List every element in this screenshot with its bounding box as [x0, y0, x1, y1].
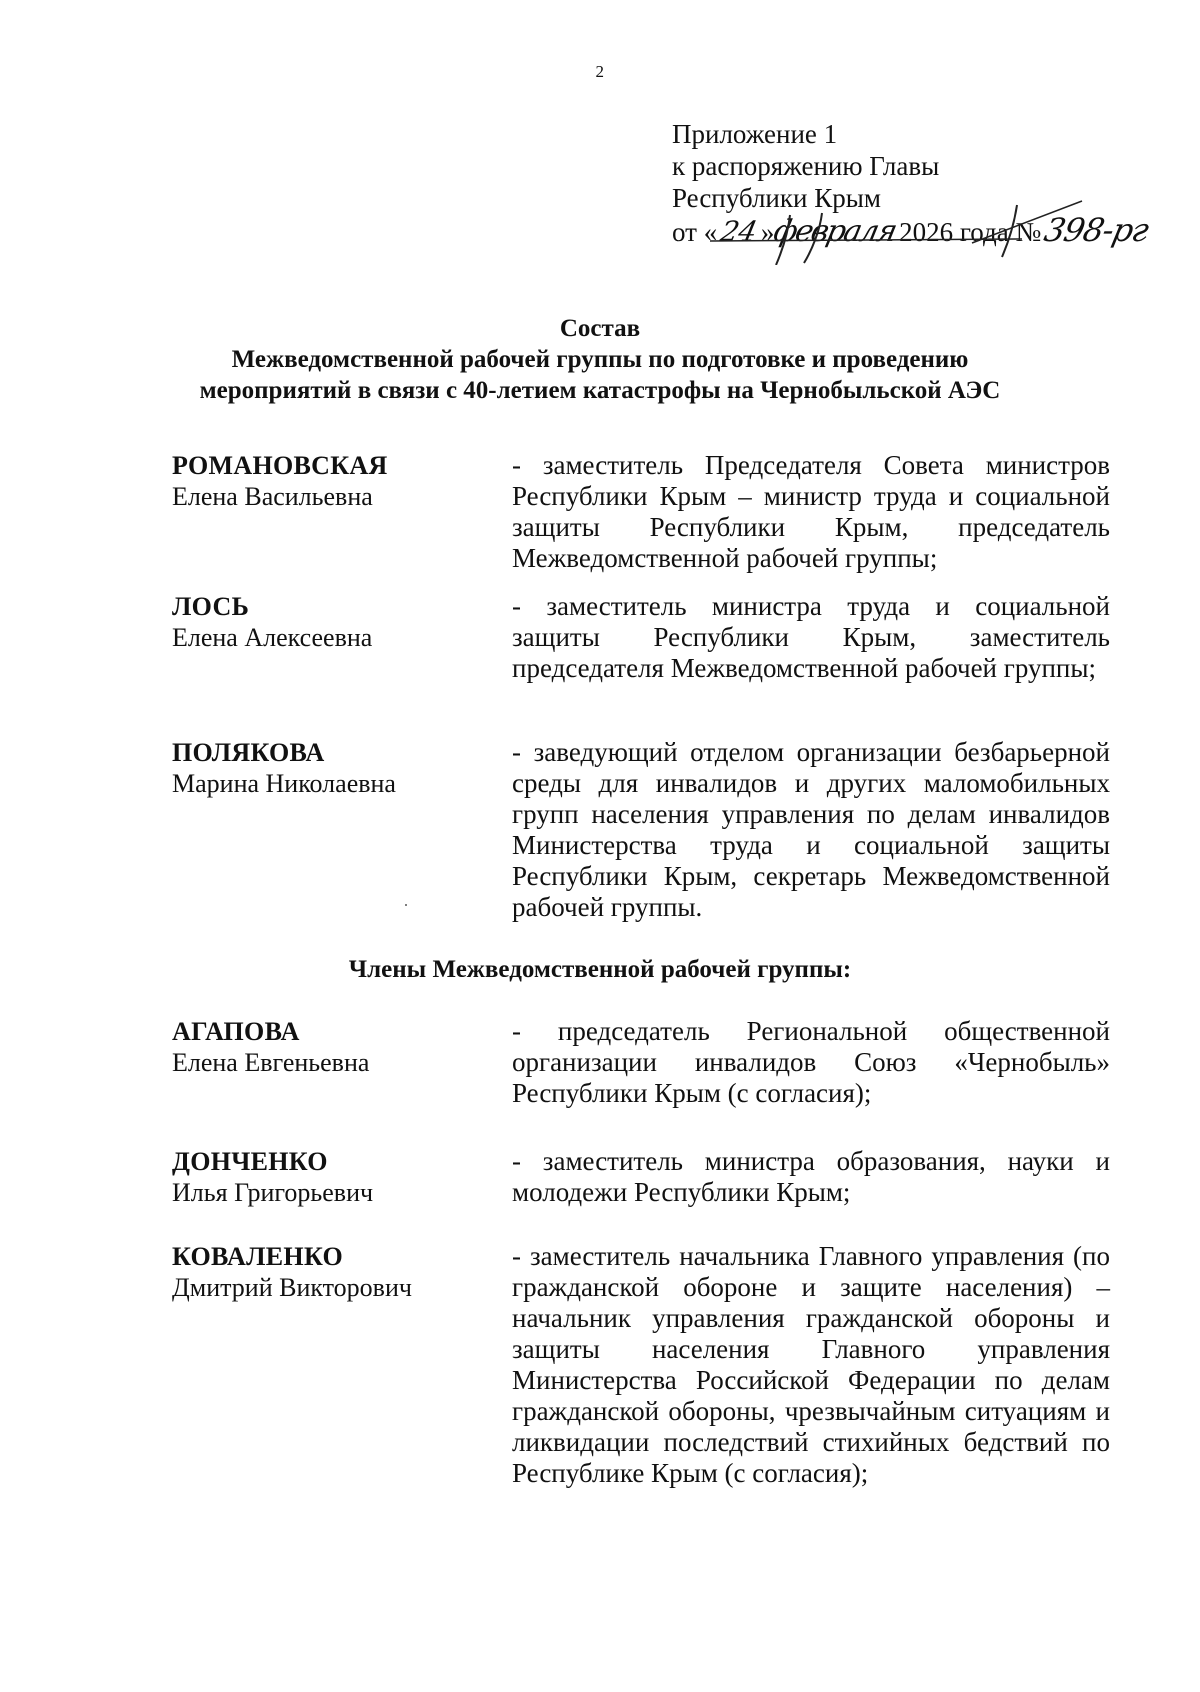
date-mid: » — [760, 217, 775, 247]
title-line-3: мероприятий в связи с 40-летием катастрофы на Чернобыльской АЭС — [199, 377, 1001, 404]
title-line-1: Состав — [559, 315, 641, 342]
person-name — [172, 450, 502, 512]
appendix-line-3: Республики Крым — [672, 183, 881, 213]
date-prefix: от « — [672, 217, 718, 247]
person-role: - заместитель министра образования, науки и молодежи Республики Крым; — [512, 1146, 1110, 1207]
scan-speck — [405, 904, 407, 906]
date-month-handwritten: февраля — [770, 214, 899, 249]
page-number: 2 — [595, 62, 605, 81]
given-names: Илья Григорьевич — [172, 1178, 374, 1207]
person-name — [172, 1241, 502, 1303]
person-role: - заместитель начальника Главного управления (по гражданской обороне и защите населения) – начальник управления гражданской обороны и защиты населения Главного управления Министерства Российской Федерации по делам гражданской обороны, чрезвычайным ситуациям и ликвидации последствий стихийных бедствий по Республике Крым (с согласия); — [512, 1241, 1110, 1488]
given-names: Дмитрий Викторович — [172, 1273, 412, 1302]
surname: ЛОСЬ — [172, 592, 250, 621]
given-names: Елена Васильевна — [172, 482, 373, 511]
person-name — [172, 1146, 502, 1208]
surname: АГАПОВА — [172, 1017, 300, 1046]
appendix-line-1: Приложение 1 — [672, 119, 838, 149]
document-title — [0, 313, 1200, 406]
surname: ПОЛЯКОВА — [172, 738, 325, 767]
handwriting-strokes — [672, 195, 1092, 265]
surname: ДОНЧЕНКО — [172, 1147, 328, 1176]
surname: РОМАНОВСКАЯ — [172, 451, 388, 480]
appendix-line-2: к распоряжению Главы — [672, 151, 940, 181]
person-name — [172, 591, 502, 653]
surname: КОВАЛЕНКО — [172, 1242, 343, 1271]
given-names: Елена Алексеевна — [172, 623, 373, 652]
person-role: - заместитель министра труда и социальной защиты Республики Крым, заместитель председателя Межведомственной рабочей группы; — [512, 591, 1110, 683]
date-year: 2026 года № — [899, 217, 1042, 247]
person-name — [172, 1016, 502, 1078]
person-role: - председатель Региональной общественной организации инвалидов Союз «Чернобыль» Республики Крым (с согласия); — [512, 1016, 1110, 1108]
doc-number-handwritten: 398-рг — [1041, 211, 1152, 249]
given-names: Елена Евгеньевна — [172, 1048, 370, 1077]
person-role: - заведующий отделом организации безбарьерной среды для инвалидов и других маломобильных групп населения управления по делам инвалидов Министерства труда и социальной защиты Республики Крым, секретарь Межведомственной рабочей группы. — [512, 737, 1110, 922]
title-line-2: Межведомственной рабочей группы по подготовке и проведению — [231, 346, 969, 373]
person-name — [172, 737, 502, 799]
person-role: - заместитель Председателя Совета министров Республики Крым – министр труда и социальной защиты Республики Крым, председатель Межведомственной рабочей группы; — [512, 450, 1110, 573]
date-day-handwritten: 24 — [717, 215, 761, 248]
given-names: Марина Николаевна — [172, 769, 396, 798]
members-section-title: Члены Межведомственной рабочей группы: — [348, 956, 852, 983]
